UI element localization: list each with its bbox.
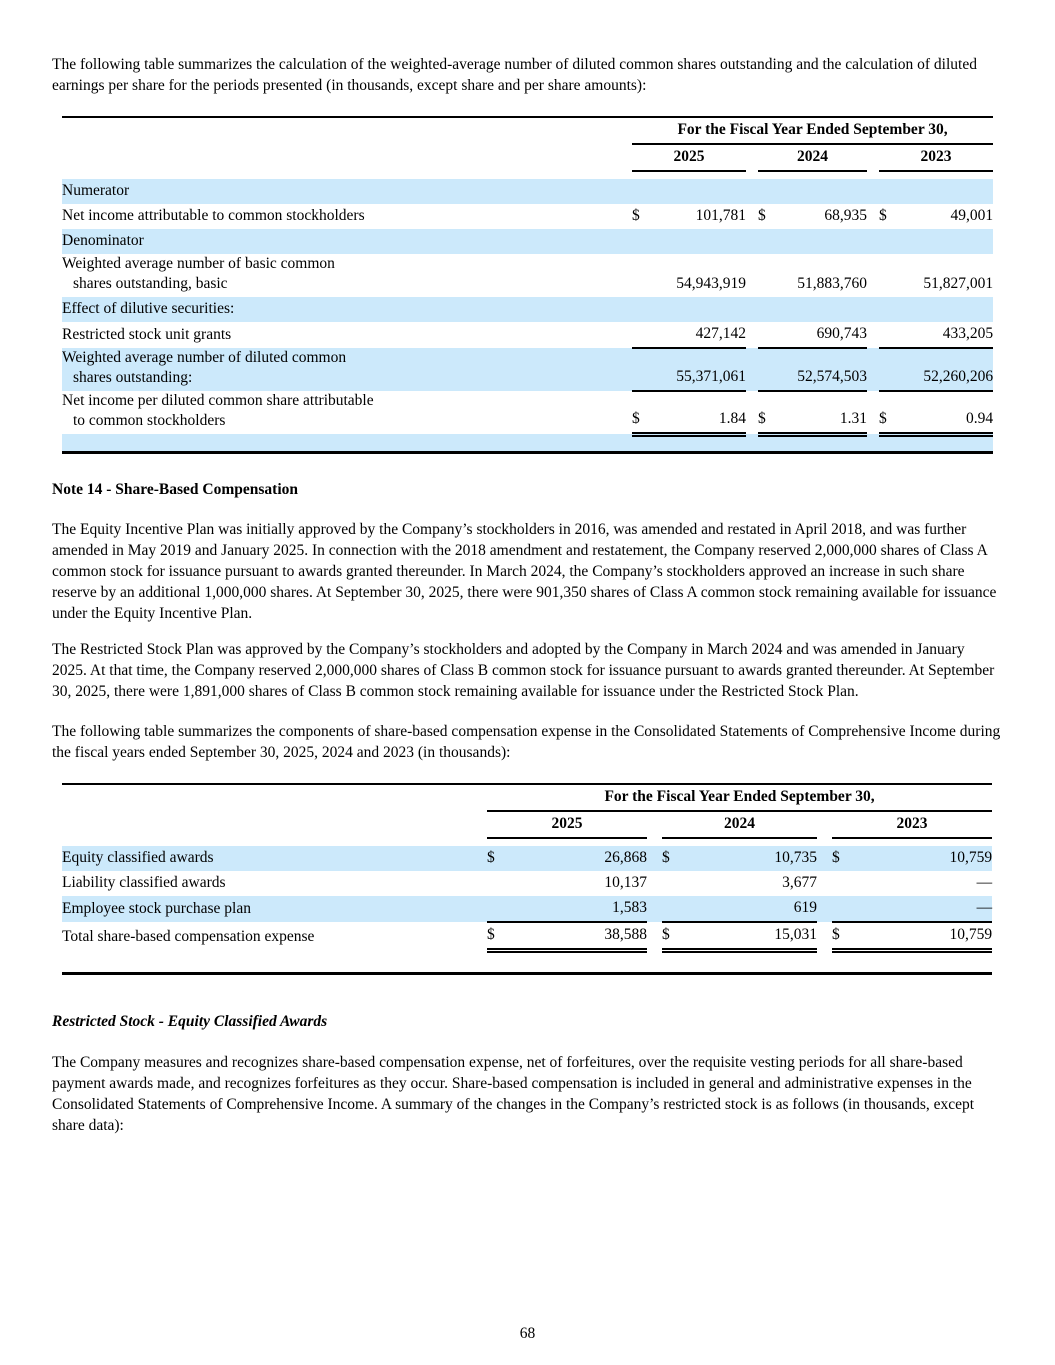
dollar-sign-cell: $ [832, 846, 857, 871]
column-gap-cell [817, 811, 832, 838]
table-row [62, 322, 993, 348]
row-label-cell: Employee stock purchase plan [62, 896, 487, 922]
dollar-sign-cell: $ [632, 207, 640, 224]
page-number: 68 [519, 1325, 536, 1342]
value-cell: 0.94 [903, 391, 993, 434]
row-label-line2: shares outstanding: [73, 369, 193, 386]
dollar-sign-cell: $ [487, 922, 512, 951]
dollar-sign-cell: $ [758, 391, 782, 434]
row-label-cell: Total share-based compensation expense [62, 928, 315, 945]
section-label-cell: Numerator [62, 179, 632, 204]
dollar-sign-cell: $ [632, 391, 656, 434]
row-label-cell: Weighted average number of basic common shares outstanding, basic [62, 254, 632, 297]
restricted-stock-heading: Restricted Stock - Equity Classified Awards [52, 1012, 328, 1030]
value-cell: 52,260,206 [903, 348, 993, 391]
column-gap-cell [746, 204, 758, 229]
year-header-cell: 2023 [879, 144, 993, 171]
column-gap-cell [867, 391, 879, 434]
dollar-sign-cell: $ [662, 922, 687, 951]
value-cell: 690,743 [782, 322, 867, 348]
column-gap-cell [647, 871, 662, 896]
column-gap-cell [746, 391, 758, 434]
value-cell: 54,943,919 [676, 275, 746, 292]
restricted-stock-paragraph: The Company measures and recognizes share-based compensation expense, net of forfeitures, over the requisite vesting periods for all share-based payment awards made, and recognizes forfeitures as they occur. Share-based compensation is included in general and administrative expenses in the Consolidated Statements of Comprehensive Income. A summary of the changes in the Company’s restricted stock is as follows (in thousands, except share data): [52, 1053, 975, 1134]
sbc-expense-table-wrap [52, 783, 1002, 975]
column-gap-cell [647, 846, 662, 871]
table-span-header-row [62, 117, 993, 144]
value-cell: 49,001 [950, 207, 994, 224]
table-row [62, 838, 992, 846]
column-gap-cell [867, 254, 879, 297]
dollar-sign-cell [632, 254, 656, 297]
column-gap-cell [867, 348, 879, 391]
year-header-cell: 2025 [632, 144, 746, 171]
value-cell: 38,588 [512, 922, 647, 951]
value-cell: 1.84 [656, 391, 746, 434]
spacer-cell [62, 838, 992, 846]
value-cell: 10,759 [857, 922, 992, 951]
dollar-sign-cell [758, 322, 782, 348]
diluted-shares-table [62, 116, 993, 454]
dollar-sign-cell [632, 322, 656, 348]
row-label-cell: Liability classified awards [62, 873, 226, 891]
dollar-sign-cell: $ [487, 846, 512, 871]
row-label-line2: shares outstanding, basic [73, 275, 228, 292]
row-label-cell: Net income per diluted common share attributable to common stockholders [62, 391, 632, 434]
fiscal-year-span-header: For the Fiscal Year Ended September 30, [632, 117, 993, 144]
table-row [62, 896, 992, 922]
column-gap-cell [817, 871, 832, 896]
year-header-cell: 2024 [662, 811, 817, 838]
table-row [62, 171, 993, 179]
table-row [62, 254, 993, 297]
dollar-sign-cell: $ [832, 922, 857, 951]
dollar-sign-cell [758, 254, 782, 297]
value-cell: 68,935 [824, 207, 867, 224]
dollar-sign-cell [632, 348, 656, 391]
value-cell: 10,735 [687, 846, 817, 871]
column-gap-cell [867, 322, 879, 348]
fiscal-year-span-header: For the Fiscal Year Ended September 30, [487, 784, 992, 811]
value-cell: 101,781 [695, 207, 746, 224]
section-fill-cell [632, 229, 993, 254]
table-row [62, 229, 993, 254]
row-label-cell: Equity classified awards [62, 846, 487, 871]
dollar-sign-cell [832, 896, 857, 922]
dollar-sign-cell [879, 322, 903, 348]
table-years-header-row [62, 144, 993, 171]
column-gap-cell [817, 896, 832, 922]
value-cell: 55,371,061 [656, 348, 746, 391]
column-gap-cell [746, 348, 758, 391]
note14-paragraph-2: The Restricted Stock Plan was approved by the Company’s stockholders and adopted by the Company in March 2024 and was amended in January 2025. At that time, the Company reserved 2,000,000 shares of Class B common stock for issuance pursuant to awards granted thereunder. At September 30, 2025, there were 1,891,000 shares of Class B common stock remaining available for issuance under the Restricted Stock Plan. [52, 640, 995, 700]
dollar-sign-cell: $ [758, 207, 766, 224]
value-cell: 51,883,760 [797, 275, 867, 292]
column-gap-cell [746, 322, 758, 348]
table-row [62, 204, 993, 229]
section-label-cell: Denominator [62, 229, 632, 254]
span-header-spacer-cell [62, 784, 487, 811]
value-cell: 433,205 [903, 322, 993, 348]
value-cell: 3,677 [782, 873, 817, 891]
table-row [62, 348, 993, 391]
column-gap-cell [647, 922, 662, 951]
table-span-header-row [62, 784, 992, 811]
row-label-line2: to common stockholders [73, 412, 226, 429]
column-gap-cell [867, 204, 879, 229]
years-spacer-cell [62, 811, 487, 838]
value-cell: 15,031 [687, 922, 817, 951]
table-row [62, 871, 992, 896]
span-header-spacer-cell [62, 117, 632, 144]
table-row [62, 297, 993, 322]
column-gap-cell [817, 846, 832, 871]
value-cell: 10,137 [604, 873, 647, 891]
value-cell: 51,827,001 [923, 275, 994, 292]
value-cell: 10,759 [857, 846, 992, 871]
value-cell: 52,574,503 [782, 348, 867, 391]
year-header-cell: 2025 [487, 811, 647, 838]
section-fill-cell [632, 179, 993, 204]
value-cell: — [857, 896, 992, 922]
dollar-sign-cell [487, 896, 512, 922]
year-header-cell: 2024 [758, 144, 867, 171]
column-gap-cell [746, 144, 758, 171]
dollar-sign-cell [662, 871, 687, 896]
column-gap-cell [746, 254, 758, 297]
row-label-cell: Net income attributable to common stockholders [62, 207, 365, 224]
table-row [62, 179, 993, 204]
table-years-header-row [62, 811, 992, 838]
table-row [62, 950, 992, 973]
table-row [62, 922, 992, 951]
section-label-cell: Effect of dilutive securities: [62, 297, 632, 322]
dollar-sign-cell: $ [662, 846, 687, 871]
row-label-cell: Weighted average number of diluted common shares outstanding: [62, 348, 632, 391]
column-gap-cell [647, 896, 662, 922]
column-gap-cell [867, 144, 879, 171]
years-spacer-cell [62, 144, 632, 171]
table-row [62, 846, 992, 871]
sbc-expense-table [62, 783, 992, 975]
value-cell: 1.31 [782, 391, 867, 434]
row-label-cell: Restricted stock unit grants [62, 326, 232, 343]
table-row [62, 391, 993, 434]
value-cell: 26,868 [512, 846, 647, 871]
value-cell: 619 [687, 896, 817, 922]
dollar-sign-cell [879, 254, 903, 297]
year-header-cell: 2023 [832, 811, 992, 838]
note14-paragraph-1: The Equity Incentive Plan was initially approved by the Company’s stockholders in 2016, was amended and restated in April 2018, and was further amended in May 2019 and January 2025. In connection with the 2018 amendment and restatement, the Company reserved 2,000,000 shares of Class A common stock for issuance pursuant to awards granted thereunder. In March 2024, the Company’s stockholders approved an increase in such share reserve by an additional 1,000,000 shares. At September 30, 2025, there were 901,350 shares of Class A common stock remaining available for issuance under the Equity Incentive Plan. [52, 520, 997, 622]
spacer-cell [62, 950, 992, 973]
spacer-cell [62, 434, 993, 452]
dollar-sign-cell: $ [879, 391, 903, 434]
table-row [62, 434, 993, 452]
dollar-sign-cell [758, 348, 782, 391]
dollar-sign-cell [832, 871, 857, 896]
dollar-sign-cell [879, 348, 903, 391]
value-cell: — [976, 873, 993, 891]
dollar-sign-cell [662, 896, 687, 922]
section-fill-cell [632, 297, 993, 322]
note14-heading: Note 14 - Share-Based Compensation [52, 480, 298, 498]
spacer-cell [62, 171, 993, 179]
dollar-sign-cell: $ [879, 207, 887, 224]
value-cell: 427,142 [656, 322, 746, 348]
diluted-shares-table-wrap [52, 116, 1002, 454]
note14-paragraph-3: The following table summarizes the components of share-based compensation expense in the Consolidated Statements of Comprehensive Income during the fiscal years ended September 30, 2025, 2024 and 2023 (in thousands): [52, 722, 1001, 761]
column-gap-cell [647, 811, 662, 838]
dollar-sign-cell [487, 871, 512, 896]
value-cell: 1,583 [512, 896, 647, 922]
column-gap-cell [817, 922, 832, 951]
intro-paragraph: The following table summarizes the calculation of the weighted-average number of diluted common shares outstanding and the calculation of diluted earnings per share for the periods presented (in thousands, except share and per share amounts): [52, 56, 977, 94]
